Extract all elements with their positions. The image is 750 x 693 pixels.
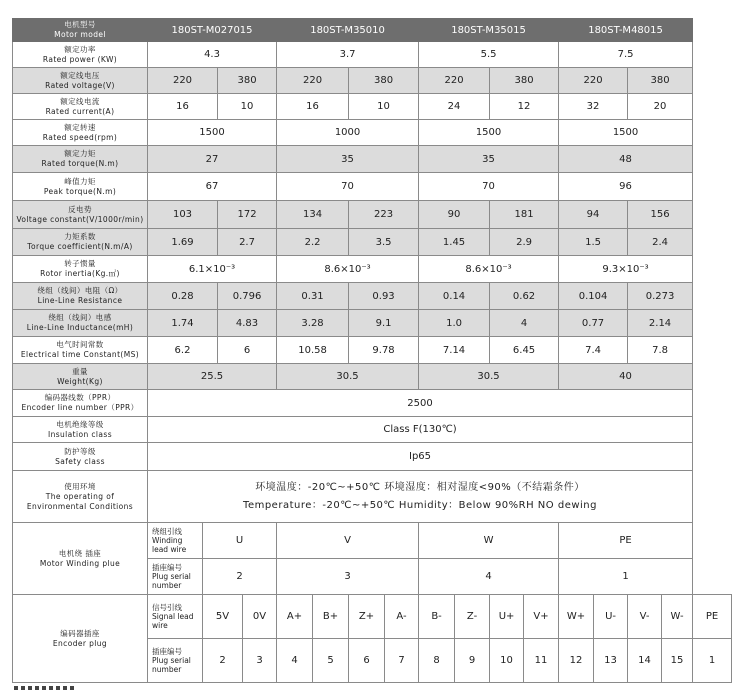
safety-label: 防护等级 Safety class bbox=[13, 443, 148, 471]
spec-table bbox=[12, 18, 732, 683]
resistance-value: 0.28 bbox=[148, 283, 218, 310]
model-name: 180ST-M48015 bbox=[559, 19, 693, 42]
rated-speed-value: 1000 bbox=[277, 120, 419, 146]
inductance-value: 1.74 bbox=[148, 310, 218, 337]
header-label: 电机型号 Motor model bbox=[13, 19, 148, 42]
rated-speed-value: 1500 bbox=[148, 120, 277, 146]
rated-voltage-value: 220 bbox=[148, 68, 218, 94]
torque-coefficient-value: 1.5 bbox=[559, 229, 628, 256]
time-constant-value: 7.14 bbox=[419, 337, 490, 364]
resistance-value: 0.31 bbox=[277, 283, 349, 310]
rated-voltage-label: 额定线电压 Rated voltage(V) bbox=[13, 68, 148, 94]
peak-torque-value: 96 bbox=[559, 173, 693, 201]
insulation-row bbox=[13, 417, 732, 443]
safety-row bbox=[13, 443, 732, 471]
resistance-value: 0.796 bbox=[218, 283, 277, 310]
encoder-plug-number-label: 插座编号 Plug serial number bbox=[148, 639, 203, 683]
signal-pin: Z- bbox=[455, 595, 490, 639]
environment-line-cn: 环境温度：-20℃~+50℃ 环境湿度：相对湿度<90%（不结霜条件） bbox=[255, 481, 585, 493]
resistance-row bbox=[13, 283, 732, 310]
rated-current-value: 10 bbox=[218, 94, 277, 120]
winding-plug-number: 4 bbox=[419, 559, 559, 595]
weight-value: 40 bbox=[559, 364, 693, 390]
encoder-plug-number: 12 bbox=[559, 639, 594, 683]
rated-power-value: 7.5 bbox=[559, 42, 693, 68]
signal-pin: U- bbox=[594, 595, 628, 639]
resistance-label: 绕组（线间）电阻（Ω） Line-Line Resistance bbox=[13, 283, 148, 310]
rated-torque-row bbox=[13, 146, 732, 173]
encoder-plug-number: 5 bbox=[313, 639, 349, 683]
weight-label: 重量 Weight(Kg) bbox=[13, 364, 148, 390]
rotor-inertia-value: 9.3×10⁻³ bbox=[559, 256, 693, 283]
signal-pin: W+ bbox=[559, 595, 594, 639]
rated-speed-value: 1500 bbox=[559, 120, 693, 146]
rotor-inertia-value: 6.1×10⁻³ bbox=[148, 256, 277, 283]
rated-current-label: 额定线电流 Rated current(A) bbox=[13, 94, 148, 120]
torque-coefficient-row bbox=[13, 229, 732, 256]
rated-power-row bbox=[13, 42, 732, 68]
rated-voltage-value: 220 bbox=[419, 68, 490, 94]
rated-voltage-value: 220 bbox=[277, 68, 349, 94]
signal-lead-label: 信号引线 Signal lead wire bbox=[148, 595, 203, 639]
signal-pin: Z+ bbox=[349, 595, 385, 639]
encoder-plug-number: 10 bbox=[490, 639, 524, 683]
signal-pin: B+ bbox=[313, 595, 349, 639]
rated-current-value: 24 bbox=[419, 94, 490, 120]
rated-power-value: 4.3 bbox=[148, 42, 277, 68]
page-edge-marks bbox=[14, 686, 74, 690]
motor-plug-label: 电机绕 插座 Motor Winding plue bbox=[13, 523, 148, 595]
model-name: 180ST-M027015 bbox=[148, 19, 277, 42]
winding-plug-number-label: 插座编号 Plug serial number bbox=[148, 559, 203, 595]
weight-value: 25.5 bbox=[148, 364, 277, 390]
peak-torque-value: 70 bbox=[277, 173, 419, 201]
header-row bbox=[13, 19, 732, 42]
rated-current-value: 32 bbox=[559, 94, 628, 120]
signal-lead-row bbox=[13, 595, 732, 639]
inductance-value: 4 bbox=[490, 310, 559, 337]
rotor-inertia-row bbox=[13, 256, 732, 283]
peak-torque-label: 峰值力矩 Peak torque(N.m) bbox=[13, 173, 148, 201]
encoder-plug-number: 14 bbox=[628, 639, 662, 683]
encoder-plug-number: 4 bbox=[277, 639, 313, 683]
inductance-value: 9.1 bbox=[349, 310, 419, 337]
time-constant-label: 电气时间常数 Electrical time Constant(MS) bbox=[13, 337, 148, 364]
rotor-inertia-label: 转子惯量 Rotor inertia(Kg.㎡) bbox=[13, 256, 148, 283]
signal-pin: PE bbox=[693, 595, 732, 639]
time-constant-row bbox=[13, 337, 732, 364]
winding-plug-number: 3 bbox=[277, 559, 419, 595]
rated-voltage-value: 380 bbox=[349, 68, 419, 94]
torque-coefficient-value: 2.9 bbox=[490, 229, 559, 256]
voltage-constant-value: 94 bbox=[559, 201, 628, 229]
environment-row bbox=[13, 471, 732, 523]
signal-pin: 0V bbox=[243, 595, 277, 639]
voltage-constant-value: 181 bbox=[490, 201, 559, 229]
rated-power-value: 5.5 bbox=[419, 42, 559, 68]
time-constant-value: 10.58 bbox=[277, 337, 349, 364]
rated-current-value: 16 bbox=[148, 94, 218, 120]
rated-voltage-value: 380 bbox=[218, 68, 277, 94]
resistance-value: 0.62 bbox=[490, 283, 559, 310]
signal-pin: V- bbox=[628, 595, 662, 639]
time-constant-value: 6.2 bbox=[148, 337, 218, 364]
encoder-plug-number: 6 bbox=[349, 639, 385, 683]
motor-spec-sheet bbox=[12, 18, 732, 683]
environment-label: 使用环境 The operating of Environmental Conditions bbox=[13, 471, 148, 523]
winding-lead-row bbox=[13, 523, 732, 559]
rated-torque-value: 27 bbox=[148, 146, 277, 173]
winding-lead-label: 绕组引线 Winding lead wire bbox=[148, 523, 203, 559]
environment-line-en: Temperature：-20℃~+50℃ Humidity：Below 90%RH NO dewing bbox=[243, 499, 597, 511]
encoder-lines-label: 编码器线数（PPR） Encoder line number（PPR） bbox=[13, 390, 148, 417]
winding-lead-value: U bbox=[203, 523, 277, 559]
insulation-value: Class F(130℃) bbox=[148, 417, 693, 443]
rated-torque-value: 48 bbox=[559, 146, 693, 173]
encoder-lines-value: 2500 bbox=[148, 390, 693, 417]
inductance-value: 2.14 bbox=[628, 310, 693, 337]
weight-value: 30.5 bbox=[277, 364, 419, 390]
rated-voltage-value: 220 bbox=[559, 68, 628, 94]
encoder-plug-number: 13 bbox=[594, 639, 628, 683]
encoder-plug-number: 3 bbox=[243, 639, 277, 683]
inductance-value: 3.28 bbox=[277, 310, 349, 337]
encoder-plug-number: 15 bbox=[662, 639, 693, 683]
rated-voltage-row bbox=[13, 68, 732, 94]
safety-value: Ip65 bbox=[148, 443, 693, 471]
time-constant-value: 7.4 bbox=[559, 337, 628, 364]
encoder-plug-number: 7 bbox=[385, 639, 419, 683]
rated-current-row bbox=[13, 94, 732, 120]
time-constant-value: 6 bbox=[218, 337, 277, 364]
resistance-value: 0.14 bbox=[419, 283, 490, 310]
encoder-lines-row bbox=[13, 390, 732, 417]
encoder-plug-number: 2 bbox=[203, 639, 243, 683]
voltage-constant-value: 156 bbox=[628, 201, 693, 229]
inductance-row bbox=[13, 310, 732, 337]
time-constant-value: 7.8 bbox=[628, 337, 693, 364]
rated-current-value: 20 bbox=[628, 94, 693, 120]
rated-current-value: 16 bbox=[277, 94, 349, 120]
time-constant-value: 9.78 bbox=[349, 337, 419, 364]
signal-pin: 5V bbox=[203, 595, 243, 639]
voltage-constant-value: 172 bbox=[218, 201, 277, 229]
inductance-value: 4.83 bbox=[218, 310, 277, 337]
signal-pin: A+ bbox=[277, 595, 313, 639]
voltage-constant-label: 反电势 Voltage constant(V/1000r/min) bbox=[13, 201, 148, 229]
resistance-value: 0.104 bbox=[559, 283, 628, 310]
peak-torque-value: 70 bbox=[419, 173, 559, 201]
signal-pin: W- bbox=[662, 595, 693, 639]
weight-row bbox=[13, 364, 732, 390]
winding-lead-value: PE bbox=[559, 523, 693, 559]
rated-power-label: 额定功率 Rated power (KW) bbox=[13, 42, 148, 68]
rated-speed-row bbox=[13, 120, 732, 146]
resistance-value: 0.273 bbox=[628, 283, 693, 310]
torque-coefficient-value: 3.5 bbox=[349, 229, 419, 256]
signal-pin: V+ bbox=[524, 595, 559, 639]
encoder-plug-label: 编码器插座 Encoder plug bbox=[13, 595, 148, 683]
signal-pin: A- bbox=[385, 595, 419, 639]
weight-value: 30.5 bbox=[419, 364, 559, 390]
rated-voltage-value: 380 bbox=[490, 68, 559, 94]
environment-value bbox=[148, 471, 693, 523]
torque-coefficient-value: 2.2 bbox=[277, 229, 349, 256]
voltage-constant-value: 223 bbox=[349, 201, 419, 229]
rated-speed-label: 额定转速 Rated speed(rpm) bbox=[13, 120, 148, 146]
torque-coefficient-value: 2.7 bbox=[218, 229, 277, 256]
voltage-constant-row bbox=[13, 201, 732, 229]
voltage-constant-value: 103 bbox=[148, 201, 218, 229]
signal-pin: B- bbox=[419, 595, 455, 639]
rotor-inertia-value: 8.6×10⁻³ bbox=[419, 256, 559, 283]
inductance-label: 绕组（线间）电感 Line-Line Inductance(mH) bbox=[13, 310, 148, 337]
peak-torque-value: 67 bbox=[148, 173, 277, 201]
rated-current-value: 12 bbox=[490, 94, 559, 120]
rated-torque-value: 35 bbox=[419, 146, 559, 173]
rated-torque-value: 35 bbox=[277, 146, 419, 173]
torque-coefficient-value: 1.45 bbox=[419, 229, 490, 256]
winding-lead-value: V bbox=[277, 523, 419, 559]
rated-power-value: 3.7 bbox=[277, 42, 419, 68]
model-name: 180ST-M35010 bbox=[277, 19, 419, 42]
encoder-plug-number: 11 bbox=[524, 639, 559, 683]
torque-coefficient-value: 1.69 bbox=[148, 229, 218, 256]
rated-current-value: 10 bbox=[349, 94, 419, 120]
signal-pin: U+ bbox=[490, 595, 524, 639]
insulation-label: 电机绝缘等级 Insulation class bbox=[13, 417, 148, 443]
rated-torque-label: 额定力矩 Rated torque(N.m) bbox=[13, 146, 148, 173]
time-constant-value: 6.45 bbox=[490, 337, 559, 364]
inductance-value: 1.0 bbox=[419, 310, 490, 337]
torque-coefficient-label: 力矩系数 Torque coefficient(N.m/A) bbox=[13, 229, 148, 256]
rated-speed-value: 1500 bbox=[419, 120, 559, 146]
model-name: 180ST-M35015 bbox=[419, 19, 559, 42]
resistance-value: 0.93 bbox=[349, 283, 419, 310]
voltage-constant-value: 134 bbox=[277, 201, 349, 229]
winding-plug-number: 1 bbox=[559, 559, 693, 595]
encoder-plug-number: 8 bbox=[419, 639, 455, 683]
encoder-plug-number: 1 bbox=[693, 639, 732, 683]
winding-lead-value: W bbox=[419, 523, 559, 559]
rotor-inertia-value: 8.6×10⁻³ bbox=[277, 256, 419, 283]
rated-voltage-value: 380 bbox=[628, 68, 693, 94]
encoder-plug-number: 9 bbox=[455, 639, 490, 683]
inductance-value: 0.77 bbox=[559, 310, 628, 337]
torque-coefficient-value: 2.4 bbox=[628, 229, 693, 256]
voltage-constant-value: 90 bbox=[419, 201, 490, 229]
winding-plug-number: 2 bbox=[203, 559, 277, 595]
peak-torque-row bbox=[13, 173, 732, 201]
